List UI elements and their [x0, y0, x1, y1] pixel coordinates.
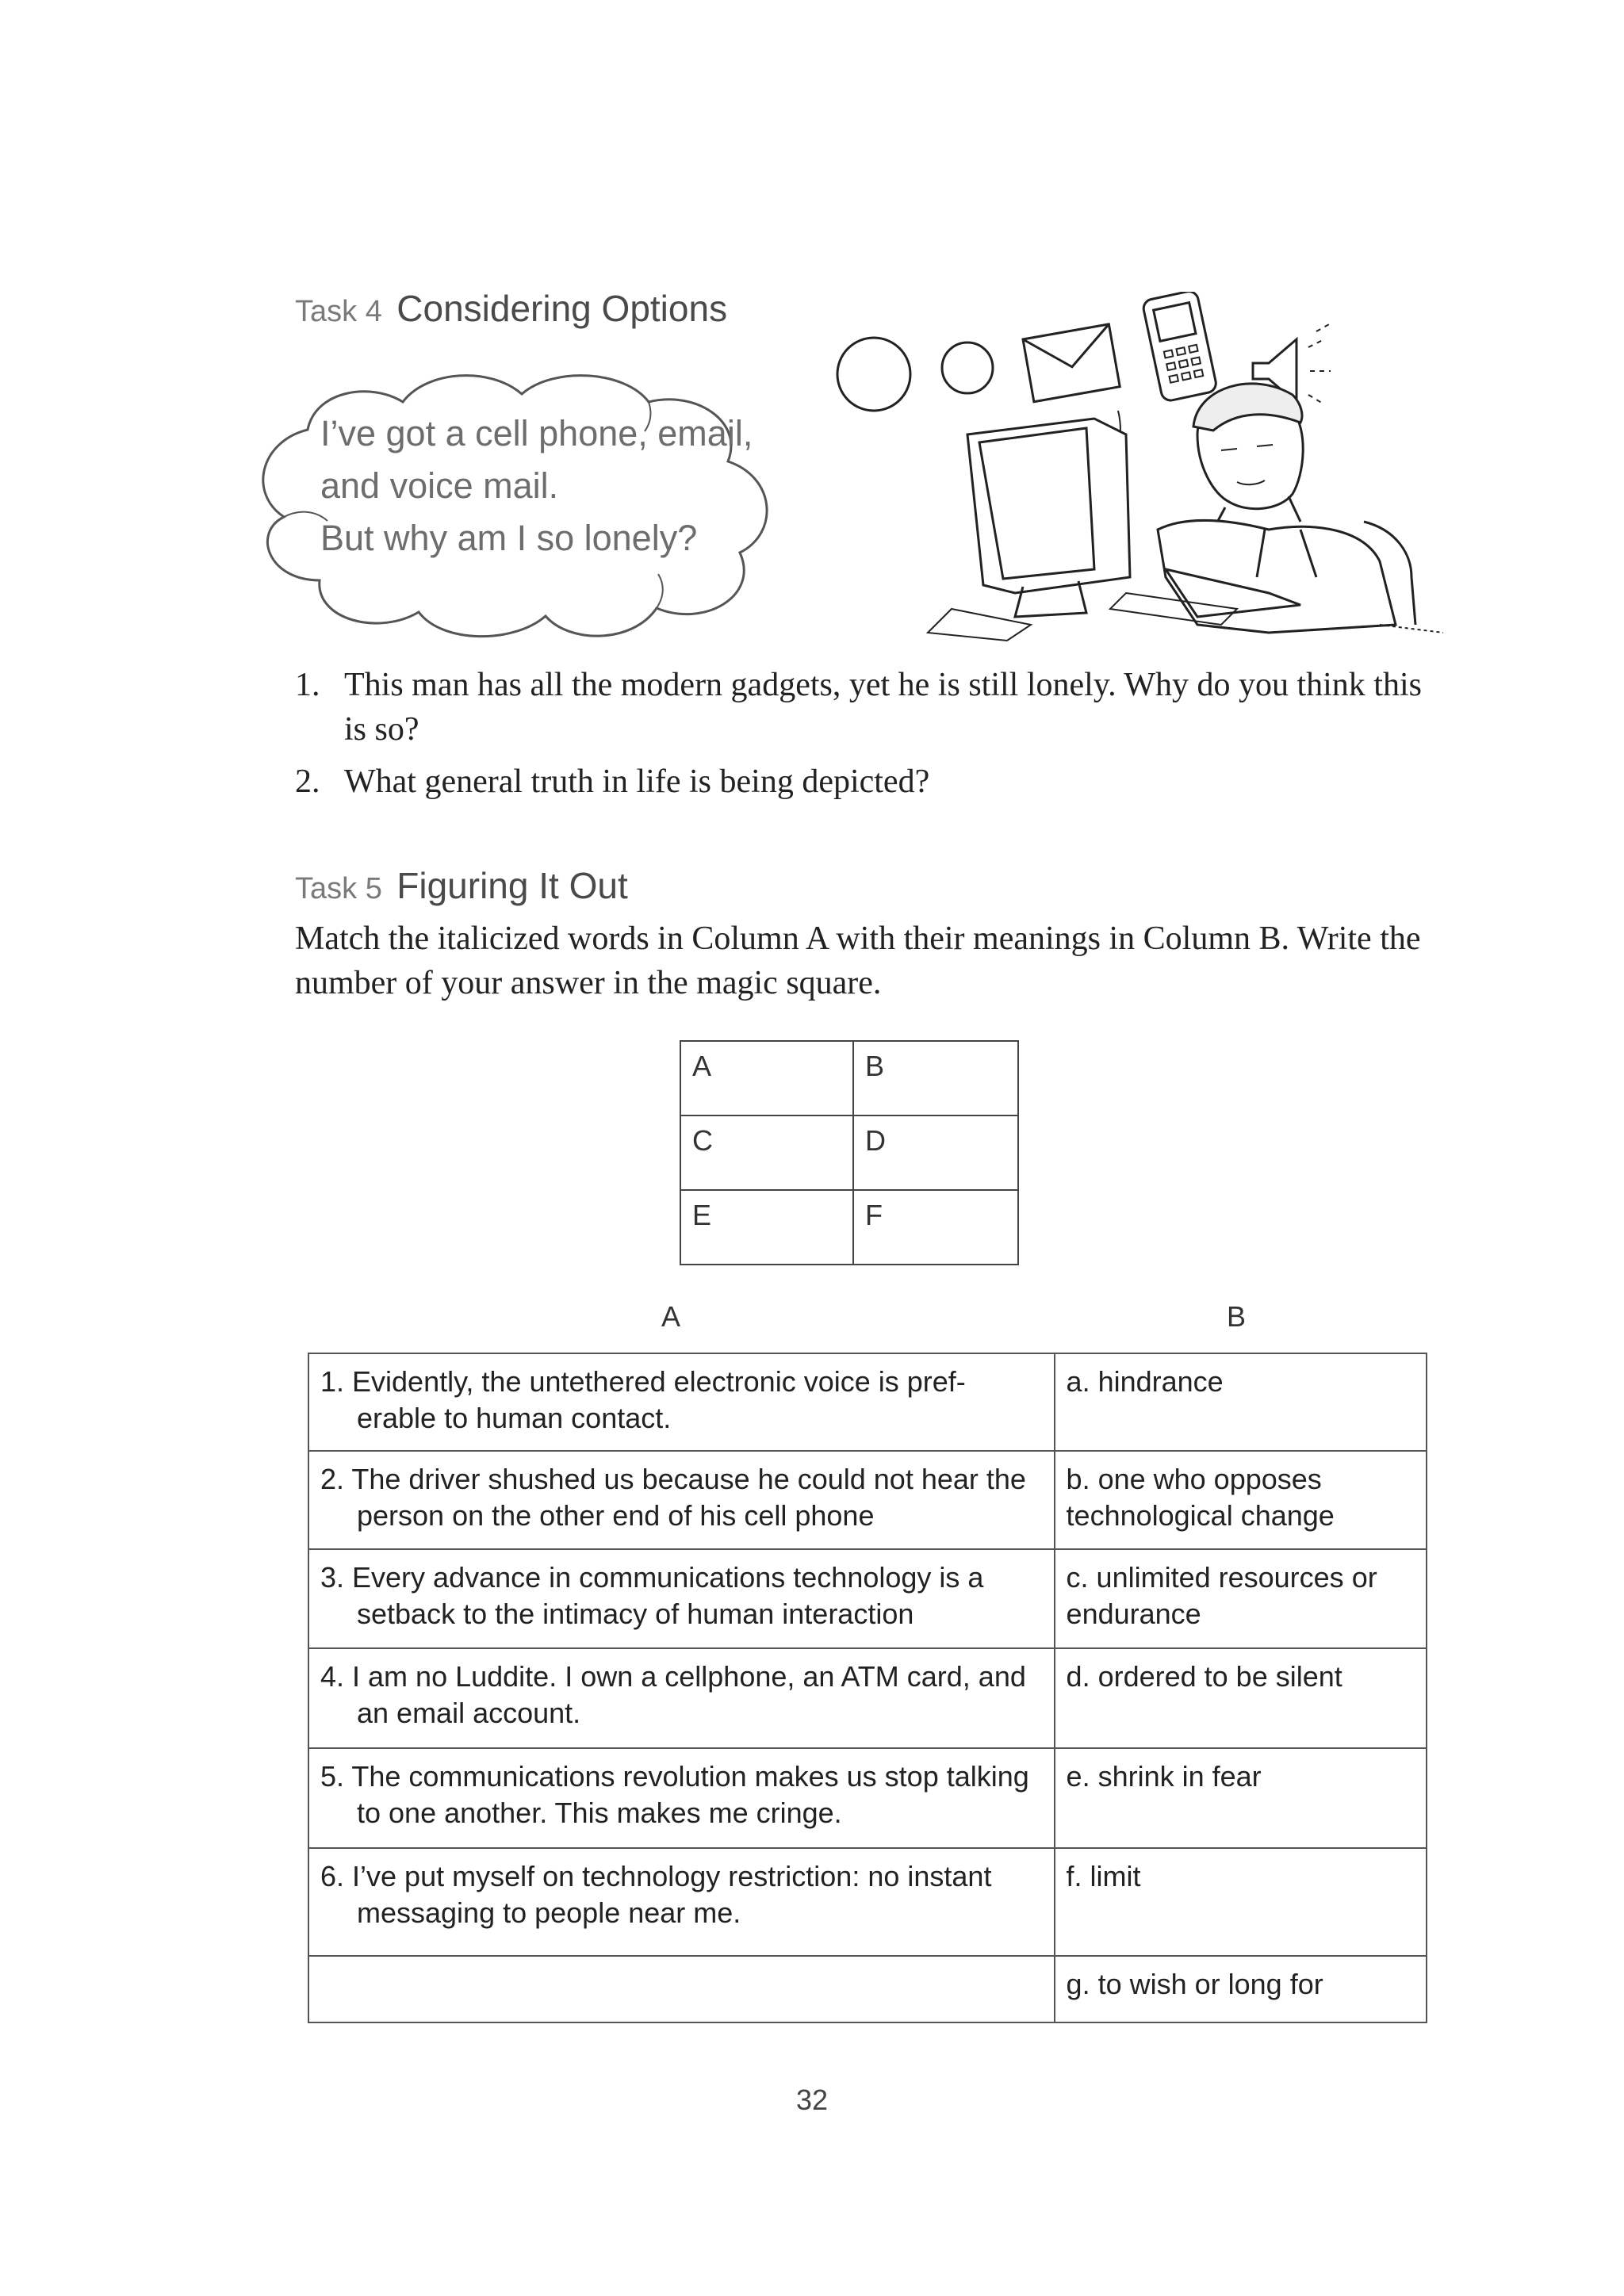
question-text: What general truth in life is being depicted?	[344, 763, 930, 800]
table-row	[308, 1451, 1427, 1549]
column-b-cell: c. unlimited resources or endurance	[1055, 1549, 1427, 1648]
column-a-text: 6. I’ve put myself on technology restriction: no instant messaging to people near me.	[320, 1860, 992, 1929]
lonely-man-illustration	[825, 292, 1459, 649]
question-item	[295, 760, 1445, 804]
column-a-text: 2. The driver shushed us because he could not hear the person on the other end of his cell phone	[320, 1463, 1026, 1532]
question-text: This man has all the modern gadgets, yet he is still lonely. Why do you think this is so?	[344, 667, 1422, 748]
man-figure	[1110, 384, 1443, 633]
page-number: 32	[795, 2084, 829, 2116]
question-number: 1.	[295, 667, 320, 703]
column-a-cell	[308, 1648, 1055, 1748]
task5-heading	[295, 864, 628, 907]
bubble-line: I’ve got a cell phone, email,	[320, 413, 753, 453]
task4-label: Task 4	[295, 295, 382, 328]
question-number: 2.	[295, 763, 320, 800]
magic-square-cell[interactable]: F	[853, 1190, 1018, 1265]
task5-title: Figuring It Out	[396, 865, 628, 906]
magic-square-cell[interactable]: B	[853, 1041, 1018, 1115]
magic-square-cell[interactable]: C	[680, 1115, 853, 1190]
bubble-text	[320, 408, 753, 564]
column-a-text: 1. Evidently, the untethered electronic voice is pref-erable to human contact.	[320, 1365, 966, 1434]
magic-square-cell[interactable]: D	[853, 1115, 1018, 1190]
column-a-cell	[308, 1848, 1055, 1956]
task5-label: Task 5	[295, 872, 382, 905]
magic-square-cell[interactable]: E	[680, 1190, 853, 1265]
table-row	[308, 1848, 1427, 1956]
table-row	[308, 1353, 1427, 1451]
column-a-cell	[308, 1549, 1055, 1648]
computer-monitor	[928, 419, 1130, 641]
column-a-cell	[308, 1353, 1055, 1451]
column-b-cell: f. limit	[1055, 1848, 1427, 1956]
column-a-cell	[308, 1451, 1055, 1549]
column-b-cell: a. hindrance	[1055, 1353, 1427, 1451]
magic-square-cell[interactable]: A	[680, 1041, 853, 1115]
matching-table	[308, 1353, 1427, 2023]
envelope-icon	[1023, 324, 1120, 402]
column-a-cell	[308, 1956, 1055, 2022]
thought-circle-small	[942, 342, 993, 393]
magic-square	[680, 1040, 1019, 1265]
table-row	[308, 1748, 1427, 1848]
task4-heading	[295, 287, 727, 330]
column-b-header: B	[1227, 1300, 1247, 1333]
table-row	[308, 1956, 1427, 2022]
question-item	[295, 663, 1445, 752]
column-a-text: 4. I am no Luddite. I own a cellphone, an ATM card, and an email account.	[320, 1660, 1026, 1729]
cell-phone-icon	[1142, 292, 1217, 402]
task4-title: Considering Options	[396, 288, 728, 329]
column-b-cell: b. one who opposes technological change	[1055, 1451, 1427, 1549]
bubble-line: and voice mail.	[320, 465, 559, 506]
column-a-text: 3. Every advance in communications technology is a setback to the intimacy of human interaction	[320, 1561, 984, 1630]
task5-instructions: Match the italicized words in Column A with their meanings in Column B. Write the number of your answer in the magic square.	[295, 920, 1421, 1001]
thought-circle-large	[837, 338, 910, 411]
column-b-cell: g. to wish or long for	[1055, 1956, 1427, 2022]
column-a-text: 5. The communications revolution makes us stop talking to one another. This makes me cringe.	[320, 1760, 1029, 1829]
bubble-line: But why am I so lonely?	[320, 518, 698, 558]
task4-questions	[295, 663, 1445, 812]
column-b-cell: d. ordered to be silent	[1055, 1648, 1427, 1748]
table-row	[308, 1549, 1427, 1648]
column-a-header: A	[661, 1300, 681, 1333]
table-row	[308, 1648, 1427, 1748]
column-a-cell	[308, 1748, 1055, 1848]
column-b-cell: e. shrink in fear	[1055, 1748, 1427, 1848]
